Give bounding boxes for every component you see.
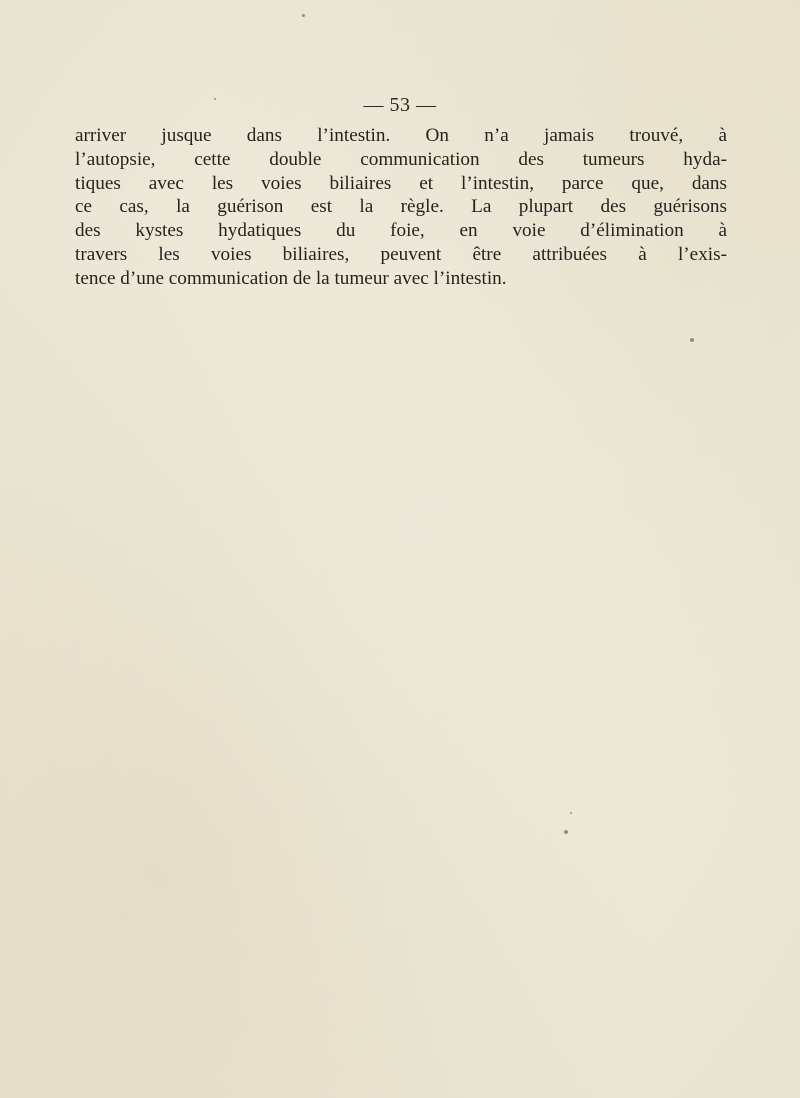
paper-speck — [564, 830, 568, 834]
paper-speck — [302, 14, 305, 17]
text-line: tence d’une communication de la tumeur avec l’intestin. — [75, 267, 507, 289]
text-line: ce cas, la guérison est la règle. La plupart des guérisons — [75, 196, 727, 218]
text-line: des kystes hydatiques du foie, en voie d’élimination à — [75, 220, 727, 242]
page-number: — 53 — — [363, 94, 437, 116]
text-line: tiques avec les voies biliaires et l’intestin, parce que, dans — [75, 172, 727, 194]
paper-speck — [690, 338, 694, 342]
text-line: travers les voies biliaires, peuvent être attribuées à l’exis- — [75, 243, 727, 265]
text-line: arriver jusque dans l’intestin. On n’a jamais trouvé, à — [75, 125, 727, 146]
text-line: l’autopsie, cette double communication des tumeurs hyda- — [75, 148, 727, 170]
body-paragraph — [75, 124, 727, 291]
paper-speck — [570, 812, 572, 814]
